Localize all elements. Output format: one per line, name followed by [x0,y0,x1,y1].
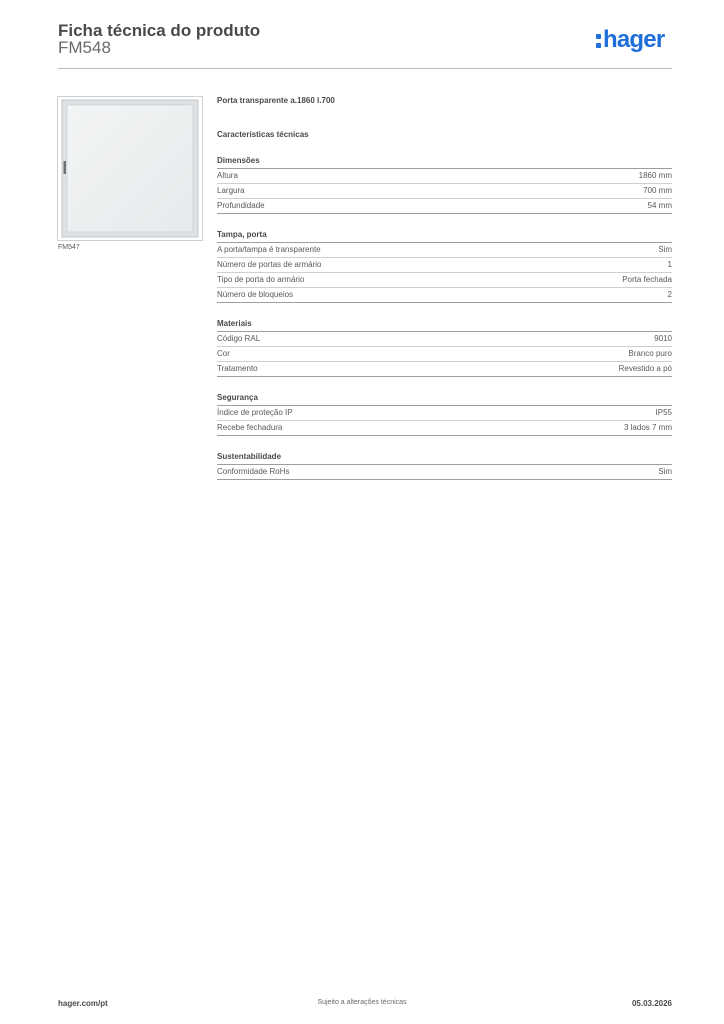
footer-website-link[interactable]: hager.com/pt [58,999,108,1008]
logo-dots-icon [596,28,602,54]
spec-row [217,288,672,303]
spec-label: Tratamento [217,364,258,373]
spec-label: Recebe fechadura [217,423,283,432]
spec-row [217,169,672,184]
spec-row [217,465,672,480]
product-image [57,96,203,241]
spec-section [217,156,672,214]
spec-row [217,332,672,347]
section-title: Tampa, porta [217,230,672,243]
spec-value: 1 [667,260,672,269]
section-title: Materiais [217,319,672,332]
spec-row [217,421,672,436]
footer-date: 05.03.2026 [631,999,672,1008]
spec-value: 1860 mm [638,171,672,180]
spec-value: IP55 [655,408,672,417]
product-reference: FM548 [58,38,111,57]
spec-label: Índice de proteção IP [217,408,293,417]
spec-value: Revestido a pó [618,364,672,373]
spec-row [217,406,672,421]
spec-section [217,230,672,303]
section-title: Dimensões [217,156,672,169]
spec-sections [217,156,672,480]
spec-row [217,199,672,214]
section-title: Sustentabilidade [217,452,672,465]
product-title: Porta transparente a.1860 l.700 [217,96,335,105]
header-title: Ficha técnica do produto [58,21,261,40]
spec-row [217,273,672,288]
brand-name: hager [603,26,665,53]
spec-value: 2 [667,290,672,299]
spec-row [217,347,672,362]
spec-section [217,393,672,436]
spec-value: 54 mm [647,201,672,210]
spec-value: 9010 [654,334,672,343]
spec-label: A porta/tampa é transparente [217,245,321,254]
spec-label: Número de bloqueios [217,290,294,299]
characteristics-heading: Características técnicas [217,130,309,139]
spec-value: Porta fechada [622,275,672,284]
image-caption: FM547 [58,244,80,251]
spec-value: Sim [658,467,672,476]
spec-value: Sim [658,245,672,254]
footer-notice: Sujeito a alterações técnicas [317,999,407,1006]
spec-label: Profundidade [217,201,265,210]
spec-row [217,258,672,273]
spec-section [217,319,672,377]
spec-value: 700 mm [643,186,672,195]
spec-label: Código RAL [217,334,261,343]
spec-section [217,452,672,480]
spec-label: Conformidade RoHs [217,467,290,476]
spec-label: Número de portas de armário [217,260,322,269]
spec-row [217,362,672,377]
spec-value: 3 lados 7 mm [623,423,672,432]
spec-value: Branco puro [628,349,672,358]
spec-label: Cor [217,349,230,358]
door-illustration-icon [58,97,202,240]
spec-sheet [217,96,672,480]
hager-logo[interactable] [596,28,664,56]
header-divider [58,68,672,69]
spec-row [217,184,672,199]
spec-label: Largura [217,186,245,195]
section-title: Segurança [217,393,672,406]
spec-label: Altura [217,171,238,180]
spec-row [217,243,672,258]
spec-label: Tipo de porta do armário [217,275,305,284]
